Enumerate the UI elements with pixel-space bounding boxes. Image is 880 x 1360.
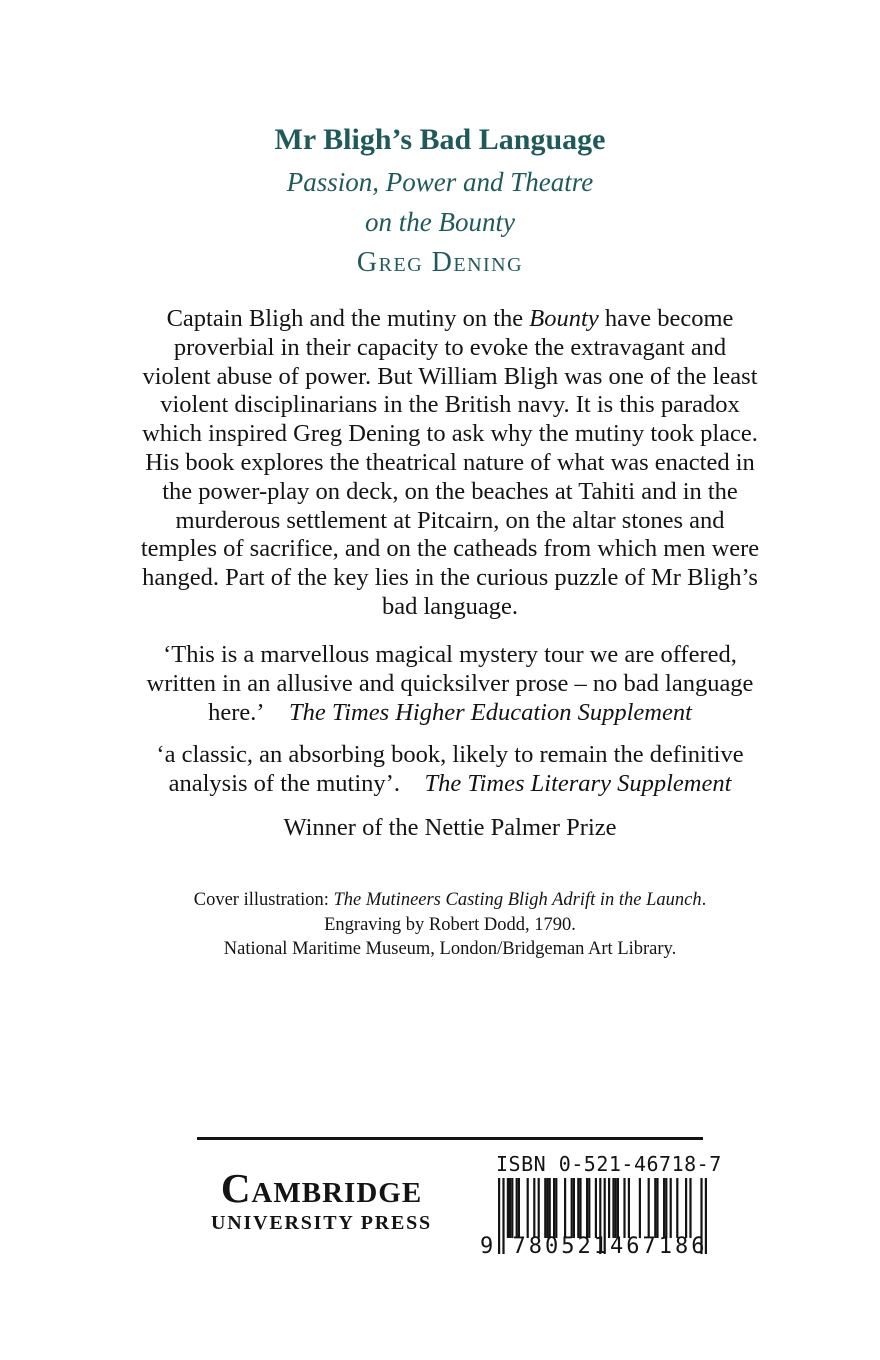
barcode-bar <box>555 1178 557 1238</box>
credit-museum: National Maritime Museum, London/Bridgeman Art Library. <box>223 939 677 959</box>
review-quote-2 <box>140 740 760 798</box>
book-subtitle-line-2: on the Bounty <box>365 207 515 237</box>
barcode-bar <box>639 1178 641 1238</box>
barcode-bar <box>527 1178 529 1238</box>
blurb-paragraph <box>140 305 760 622</box>
barcode-bar <box>608 1178 610 1238</box>
barcode-bar <box>577 1178 579 1238</box>
barcode-bar <box>538 1178 540 1238</box>
review-1-source: The Times Higher Education Supplement <box>289 699 692 726</box>
barcode-bar <box>549 1178 551 1238</box>
barcode-bar <box>617 1178 619 1238</box>
barcode-bar <box>689 1178 691 1238</box>
barcode-digits <box>480 1234 710 1260</box>
barcode-bar <box>544 1178 546 1238</box>
blurb-body: have become proverbial in their capacity to evoke the extravagant and violent abuse of power. But William Bligh was one of the least violent disciplinarians in the British navy. It is this paradox which inspired Greg Dening to ask why the mutiny took place. His book explores the theatrical nature of what was enacted in the power-play on deck, on the beaches at Tahiti and in the murderous settlement at Pitcairn, on the altar stones and temples of sacrifice, and on the catheads from which men were hanged. Part of the key lies in the curious puzzle of Mr Bligh’s bad language. <box>140 305 760 620</box>
barcode-bar <box>507 1178 509 1238</box>
credit-suffix: . <box>701 890 707 910</box>
publisher-logo <box>194 1165 449 1235</box>
barcode-bar <box>586 1178 588 1238</box>
barcode-bar <box>546 1178 548 1238</box>
barcode-bar <box>573 1178 575 1238</box>
barcode-leading-digit: 9 <box>480 1234 497 1259</box>
barcode-bar <box>595 1178 597 1238</box>
publisher-name: Cambridge <box>220 1165 423 1211</box>
barcode-bar <box>518 1178 520 1238</box>
review-2-source: The Times Literary Supplement <box>424 770 732 797</box>
title-block <box>0 118 880 284</box>
review-2-text: ‘a classic, an absorbing book, likely to remain the definitive analysis of the mutiny’. <box>156 741 744 797</box>
credit-prefix: Cover illustration: <box>193 890 334 910</box>
barcode-bar <box>623 1178 625 1238</box>
barcode-bar <box>516 1178 518 1238</box>
barcode-bar <box>612 1178 614 1238</box>
barcode-bar <box>670 1178 672 1238</box>
divider-rule <box>197 1137 703 1140</box>
barcode-bar <box>676 1178 678 1238</box>
publisher-subname: UNIVERSITY PRESS <box>211 1212 432 1234</box>
blurb-intro: Captain Bligh and the mutiny on the <box>166 305 530 332</box>
barcode-bar <box>564 1178 566 1238</box>
barcode-bar <box>648 1178 650 1238</box>
award-line: Winner of the Nettie Palmer Prize <box>283 814 617 841</box>
author-name: Greg Dening <box>356 247 524 278</box>
book-subtitle-line-1: Passion, Power and Theatre <box>286 167 594 197</box>
isbn-label: ISBN 0-521-46718-7 <box>496 1152 722 1176</box>
barcode-bar <box>509 1178 511 1238</box>
review-quote-1 <box>140 640 760 727</box>
blurb-ship-name: Bounty <box>529 305 599 332</box>
barcode-bar <box>628 1178 630 1238</box>
barcode-bar <box>511 1178 513 1238</box>
barcode-bar <box>663 1178 665 1238</box>
barcode-bar <box>588 1178 590 1238</box>
barcode-bar <box>654 1178 656 1238</box>
barcode-bar <box>533 1178 535 1238</box>
credit-engraving: Engraving by Robert Dodd, 1790. <box>324 914 576 935</box>
barcode-bar <box>665 1178 667 1238</box>
credit-artwork-title: The Mutineers Casting Bligh Adrift in the Launch <box>333 890 702 910</box>
book-title: Mr Bligh’s Bad Language <box>274 123 606 156</box>
barcode-main-digits: 780521467186 <box>512 1234 708 1259</box>
barcode-bar <box>579 1178 581 1238</box>
barcode-bar <box>685 1178 687 1238</box>
barcode-bar <box>553 1178 555 1238</box>
barcode-bar <box>656 1178 658 1238</box>
review-1-text: ‘This is a marvellous magical mystery tour we are offered, written in an allusive and quicksilver prose – no bad language here.’ <box>146 641 754 726</box>
barcode-bar <box>571 1178 573 1238</box>
barcode-bar <box>615 1178 617 1238</box>
cover-credit <box>120 888 780 962</box>
